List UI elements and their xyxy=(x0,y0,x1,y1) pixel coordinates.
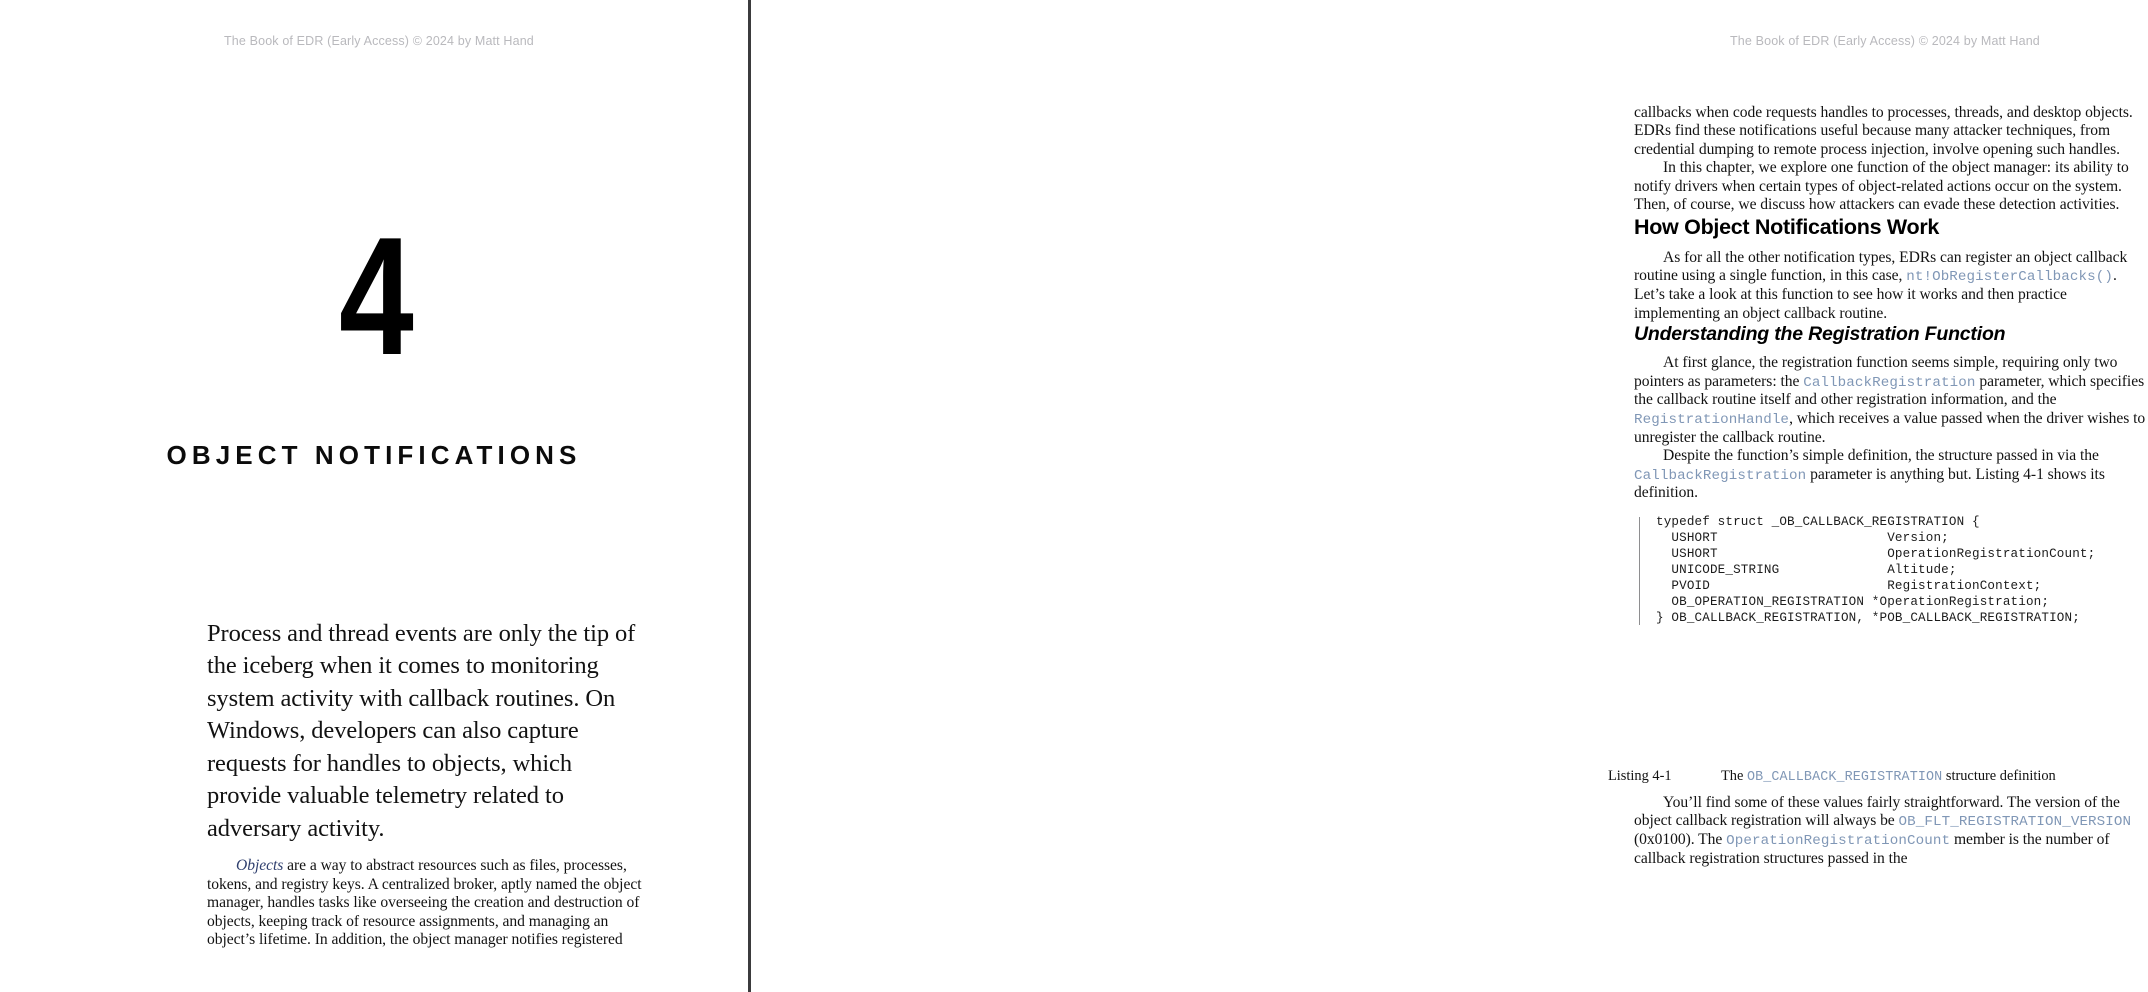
listing-caption-label: Listing 4-1 xyxy=(1608,768,1672,784)
values-part3: member is the number of callback registration structures passed in the xyxy=(1634,831,2110,868)
left-text-column xyxy=(207,618,644,950)
chapter-lead-paragraph: Process and thread events are only the tip of the iceberg when it comes to monitoring system activity with callback routines. On Windows, developers can also capture requests for handles to objects, which provide valuable telemetry related to adversary activity. xyxy=(207,620,636,842)
paragraph-chapter-intro: In this chapter, we explore one function of the object manager: its ability to notify drivers when certain types of object-related actions occur on the system. Then, of course, we discuss how attackers can evade these detection activities. xyxy=(1634,159,2129,214)
page-left xyxy=(0,0,748,992)
tail-paragraph-wrap xyxy=(1634,794,2147,869)
code-ob-flt-registration-version: OB_FLT_REGISTRATION_VERSION xyxy=(1898,814,2132,831)
code-nt-obregistercallbacks: nt!ObRegisterCallbacks() xyxy=(1906,269,2113,286)
objects-definition-text: are a way to abstract resources such as files, processes, tokens, and registry keys. A centralized broker, aptly named the object manager, handles tasks like overseeing the creation and destruction of objects, keeping track of resource assignments, and managing an object’s lifetime. In addition, the object manager notifies registered xyxy=(207,857,642,949)
chapter-number: 4 xyxy=(339,202,409,390)
listing-caption-suffix: structure definition xyxy=(1942,768,2056,784)
code-operationregistrationcount: OperationRegistrationCount xyxy=(1726,833,1951,850)
heading-understanding-the-registration-function: Understanding the Registration Function xyxy=(1634,323,2006,346)
values-part1: You’ll find some of these values fairly straightforward. The version of the object callback registration will always be xyxy=(1634,794,2120,830)
code-listing-4-1 xyxy=(1634,515,2147,627)
values-part2: (0x0100). The xyxy=(1634,831,1727,849)
paragraph-first-glance xyxy=(1634,354,2147,447)
listing-caption xyxy=(1608,768,2148,786)
paragraph-register-object-callback xyxy=(1634,249,2147,323)
despite-part1: Despite the function’s simple definition, the structure passed in via the xyxy=(1663,447,2099,465)
page-right xyxy=(751,0,2146,992)
running-head-right: The Book of EDR (Early Access) © 2024 by Matt Hand xyxy=(1730,34,2040,48)
running-head-left: The Book of EDR (Early Access) © 2024 by Matt Hand xyxy=(224,34,534,48)
register-text-part2: . Let’s take a look at this function to see how it works and then practice implementing an object callback routine. xyxy=(1634,267,2117,322)
despite-part2: parameter is anything but. Listing 4-1 shows its definition. xyxy=(1634,465,2105,502)
right-text-column xyxy=(1634,104,2147,627)
first-glance-part2: parameter, which specifies the callback routine itself and other registration information, and the xyxy=(1634,372,2145,409)
objects-term: Objects xyxy=(236,857,284,875)
listing-left-rule xyxy=(1639,517,1640,625)
chapter-title: OBJECT NOTIFICATIONS xyxy=(166,440,582,470)
paragraph-values-straightforward xyxy=(1634,794,2147,869)
code-ob-callback-registration-caption: OB_CALLBACK_REGISTRATION xyxy=(1746,770,1943,785)
register-text-part1: As for all the other notification types, EDRs can register an object callback routine using a single function, in this case, xyxy=(1634,248,2128,285)
paragraph-despite-simple-definition xyxy=(1634,447,2147,503)
first-glance-part3: , which receives a value passed when the driver wishes to unregister the callback routine. xyxy=(1634,409,2146,446)
listing-caption-prefix: The xyxy=(1721,768,1747,784)
first-glance-part1: At first glance, the registration function seems simple, requiring only two pointers as parameters: the xyxy=(1634,354,2118,390)
code-callbackregistration-2: CallbackRegistration xyxy=(1634,467,1807,484)
code-registrationhandle: RegistrationHandle xyxy=(1634,411,1790,428)
listing-code-text: typedef struct _OB_CALLBACK_REGISTRATION { USHORT Version; USHORT OperationRegistrationCount; UNICODE_STRING Altitude; PVOID RegistrationContext; OB_OPERATION_REGISTRATION *OperationRegistration; } OB_CALLBACK_REGISTRATION, *POB_CALLBACK_REGISTRATION; xyxy=(1656,514,2096,625)
objects-definition-paragraph xyxy=(207,857,644,949)
code-callbackregistration-1: CallbackRegistration xyxy=(1803,374,1976,391)
paragraph-callbacks-continued: callbacks when code requests handles to processes, threads, and desktop objects. EDRs find these notifications useful because many attacker techniques, from credential dumping to remote process injection, involve opening such handles. xyxy=(1634,104,2133,158)
heading-how-object-notifications-work: How Object Notifications Work xyxy=(1634,214,1940,239)
